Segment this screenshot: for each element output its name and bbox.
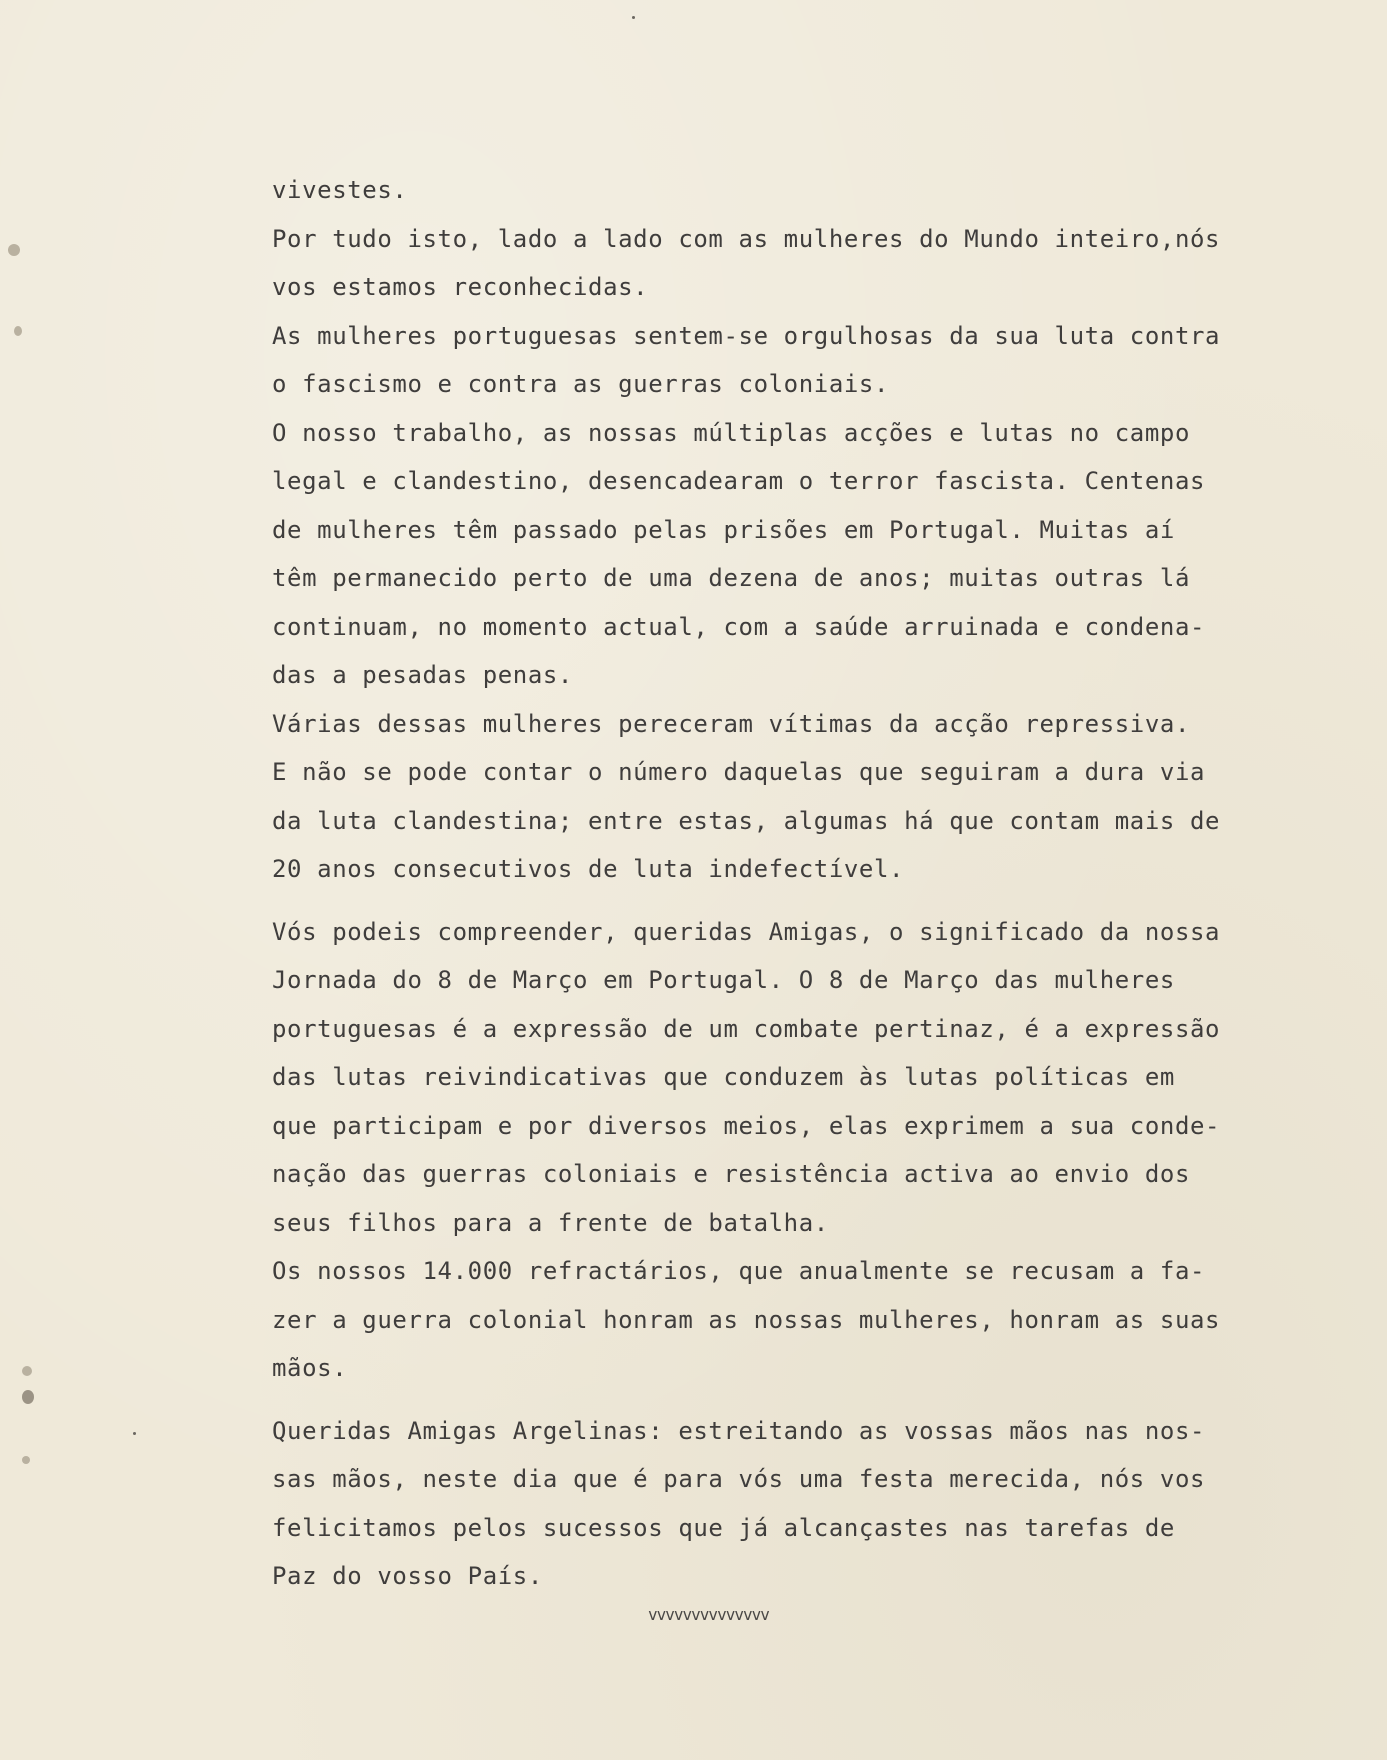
paragraph — [272, 700, 1272, 894]
text-line: que participam e por diversos meios, elas exprimem a sua conde- — [272, 1111, 1221, 1140]
text-line: vos estamos reconhecidas. — [272, 273, 649, 301]
paragraph — [272, 312, 1272, 409]
punch-hole-mark — [22, 1366, 32, 1376]
punch-hole-mark — [14, 326, 22, 336]
text-line: têm permanecido perto de uma dezena de anos; muitas outras lá — [272, 564, 1191, 592]
text-line: seus filhos para a frente de batalha. — [272, 1208, 829, 1237]
text-line: de mulheres têm passado pelas prisões em Portugal. Muitas aí — [272, 515, 1175, 544]
paragraph — [272, 1247, 1272, 1393]
paragraph — [272, 166, 1272, 215]
paragraph — [272, 409, 1272, 700]
text-line: o fascismo e contra as guerras coloniais. — [272, 370, 890, 398]
text-line: 20 anos consecutivos de luta indefectível. — [272, 855, 905, 883]
paragraph-spacer — [272, 1393, 1272, 1407]
text-line: sas mãos, neste dia que é para vós uma festa merecida, nós vos — [272, 1465, 1206, 1493]
text-line: Jornada do 8 de Março em Portugal. O 8 de Março das mulheres — [272, 966, 1175, 994]
text-line: legal e clandestino, desencadearam o terror fascista. Centenas — [272, 467, 1206, 495]
text-line: nação das guerras coloniais e resistência activa ao envio dos — [272, 1160, 1191, 1188]
punch-hole-mark — [22, 1456, 30, 1464]
paragraph — [272, 908, 1272, 1248]
text-line: As mulheres portuguesas sentem-se orgulhosas da sua luta contra — [272, 321, 1221, 350]
text-line: continuam, no momento actual, com a saúde arruinada e condena- — [272, 612, 1206, 641]
text-line: Os nossos 14.000 refractários, que anualmente se recusam a fa- — [272, 1257, 1206, 1285]
text-line: das lutas reivindicativas que conduzem às lutas políticas em — [272, 1063, 1175, 1091]
paragraph — [272, 1407, 1272, 1601]
ink-speck — [133, 1432, 136, 1435]
text-line: mãos. — [272, 1354, 348, 1382]
text-line: O nosso trabalho, as nossas múltiplas acções e lutas no campo — [272, 418, 1191, 447]
text-line: Paz do vosso País. — [272, 1562, 543, 1590]
text-line: Várias dessas mulheres pereceram vítimas da acção repressiva. — [272, 709, 1191, 738]
text-line: Queridas Amigas Argelinas: estreitando as vossas mãos nas nos- — [272, 1416, 1206, 1445]
text-line: Vós podeis compreender, queridas Amigas, o significado da nossa — [272, 917, 1221, 946]
paragraph — [272, 215, 1272, 312]
text-line: vivestes. — [272, 176, 408, 204]
punch-hole-mark — [8, 244, 20, 256]
punch-hole-mark — [22, 1390, 34, 1404]
text-line: portuguesas é a expressão de um combate pertinaz, é a expressão — [272, 1014, 1221, 1043]
text-line: da luta clandestina; entre estas, algumas há que contam mais de — [272, 806, 1221, 835]
text-line: E não se pode contar o número daquelas que seguiram a dura via — [272, 758, 1206, 786]
ink-speck — [632, 16, 635, 19]
text-line: felicitamos pelos sucessos que já alcançastes nas tarefas de — [272, 1513, 1175, 1542]
text-line: das a pesadas penas. — [272, 661, 573, 689]
letter-body — [272, 166, 1272, 1601]
end-of-text-mark: vvvvvvvvvvvvvv — [648, 1605, 769, 1624]
paragraph-spacer — [272, 894, 1272, 908]
text-line: zer a guerra colonial honram as nossas mulheres, honram as suas — [272, 1305, 1221, 1334]
text-line: Por tudo isto, lado a lado com as mulheres do Mundo inteiro,nós — [272, 224, 1221, 253]
